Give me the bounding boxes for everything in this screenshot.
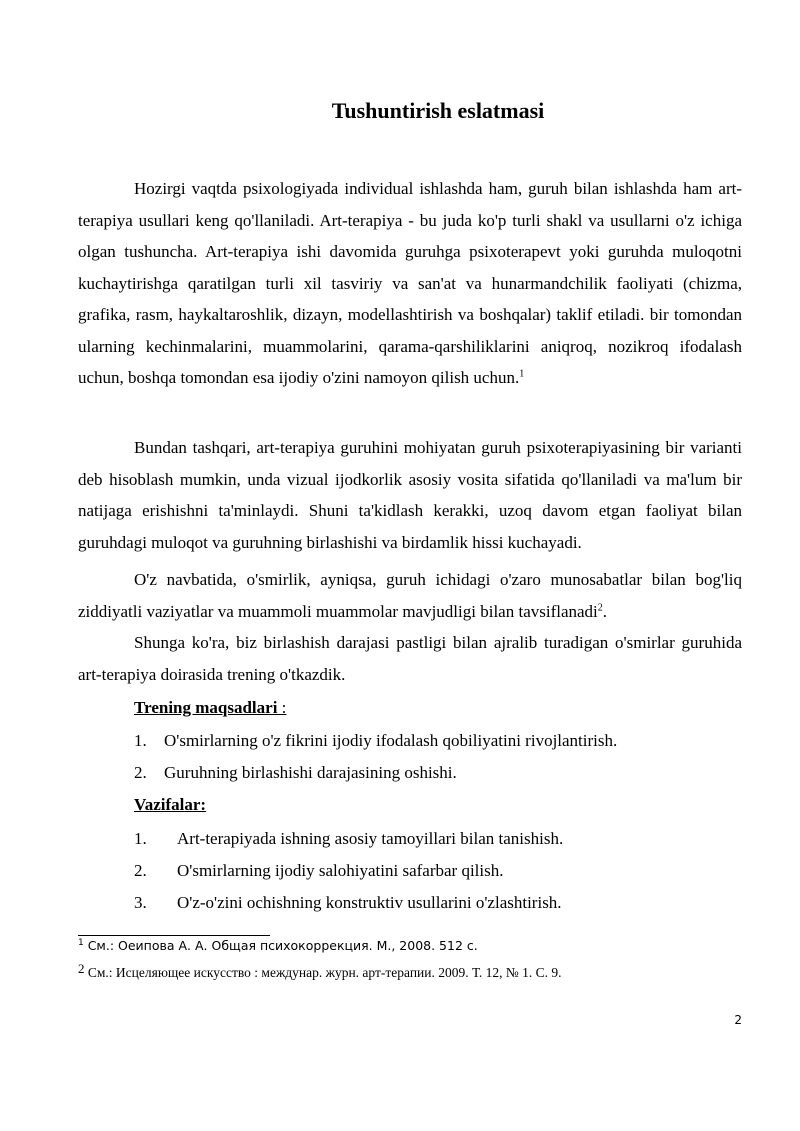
page-title: Tushuntirish eslatmasi [331,98,545,123]
list-text: O'smirlarning ijodiy salohiyatini safarbar qilish. [177,861,504,880]
list-text: O'z-o'zini ochishning konstruktiv usullarini o'zlashtirish. [177,893,562,912]
paragraph-2 [78,432,742,558]
paragraph-3-end: . [602,601,608,621]
list-text: Art-terapiyada ishning asosiy tamoyillari bilan tanishish. [177,829,564,848]
list-number: 2. [134,763,147,782]
list-number: 1. [134,731,147,750]
paragraph-2-text: Bundan tashqari, art-terapiya guruhini mohiyatan guruh psixoterapiyasining bir varianti deb hisoblash mumkin, unda vizual ijodkorlik asosiy vosita sifatida qo'llaniladi va ma'lum bir natijaga erishishni ta'minlaydi. Shuni ta'kidlash kerakki, uzoq davom etgan faoliyat bilan guruhdagi muloqot va guruhning birlashishi va birdamlik hissi kuchayadi. [78,438,742,552]
list-number: 2. [134,861,147,880]
list-text: Guruhning birlashishi darajasining oshishi. [164,763,457,782]
paragraph-1 [78,173,742,394]
tasks-item-2 [134,855,503,886]
footnote-ref-2[interactable]: 2 [597,601,603,613]
tasks-item-3 [134,887,562,918]
goals-heading-colon: : [281,698,287,717]
goals-item-1 [134,725,617,756]
list-number: 3. [134,893,147,912]
paragraph-1-text: Hozirgi vaqtda psixologiyada individual ishlashda ham, guruh bilan ishlashda ham art-terapiya usullari keng qo'llaniladi. Art-terapiya - bu juda ko'p turli shakl va usullarni o'z ichiga olgan tushuncha. Art-terapiya ishi davomida guruhga psixoterapevt yoki guruhda muloqotni kuchaytirishga qaratilgan turli xil tasviriy va san'at va hunarmandchilik faoliyati (chizma, grafika, rasm, haykaltaroshlik, dizayn, modellashtirish va boshqalar) taklif etiladi. bir tomondan ularning kechinmalarini, muammolarini, qarama-qarshiliklarini aniqroq, nozikroq ifodalash uchun, boshqa tomondan esa ijodiy o'zini namoyon qilish uchun. [78,179,742,387]
paragraph-4-text: Shunga ko'ra, biz birlashish darajasi pastligi bilan ajralib turadigan o'smirlar guruhida art-terapiya doirasida trening o'tkazdik. [78,633,742,684]
footnote-2-text: См.: Исцеляющее искусство : междунар. журн. арт-терапии. 2009. Т. 12, № 1. С. 9. [84,965,562,980]
footnote-1-number: 1 [78,937,84,948]
tasks-item-1 [134,823,563,854]
footnote-1-text: См.: Оеипова А. А. Общая психокоррекция. М., 2008. 512 с. [83,938,478,953]
list-text: O'smirlarning o'z fikrini ijodiy ifodalash qobiliyatini rivojlantirish. [164,731,618,750]
footnote-ref-1[interactable]: 1 [519,368,525,380]
footnote-2 [78,961,562,981]
goals-heading-text: Trening maqsadlari [134,698,282,717]
footnote-1 [78,938,478,953]
list-number: 1. [134,829,147,848]
paragraph-3-text: O'z navbatida, o'smirlik, ayniqsa, guruh ichidagi o'zaro munosabatlar bilan bog'liq ziddiyatli vaziyatlar va muammoli muammolar mavjudligi bilan tavsiflanadi [78,570,742,621]
paragraph-4 [78,627,742,690]
goals-heading [134,692,286,723]
page-number: 2 [734,1013,742,1027]
goals-item-2 [134,757,457,788]
footnote-2-number: 2 [78,961,85,976]
tasks-heading: Vazifalar: [134,795,207,814]
footnote-separator [78,935,270,936]
paragraph-3 [78,564,742,627]
